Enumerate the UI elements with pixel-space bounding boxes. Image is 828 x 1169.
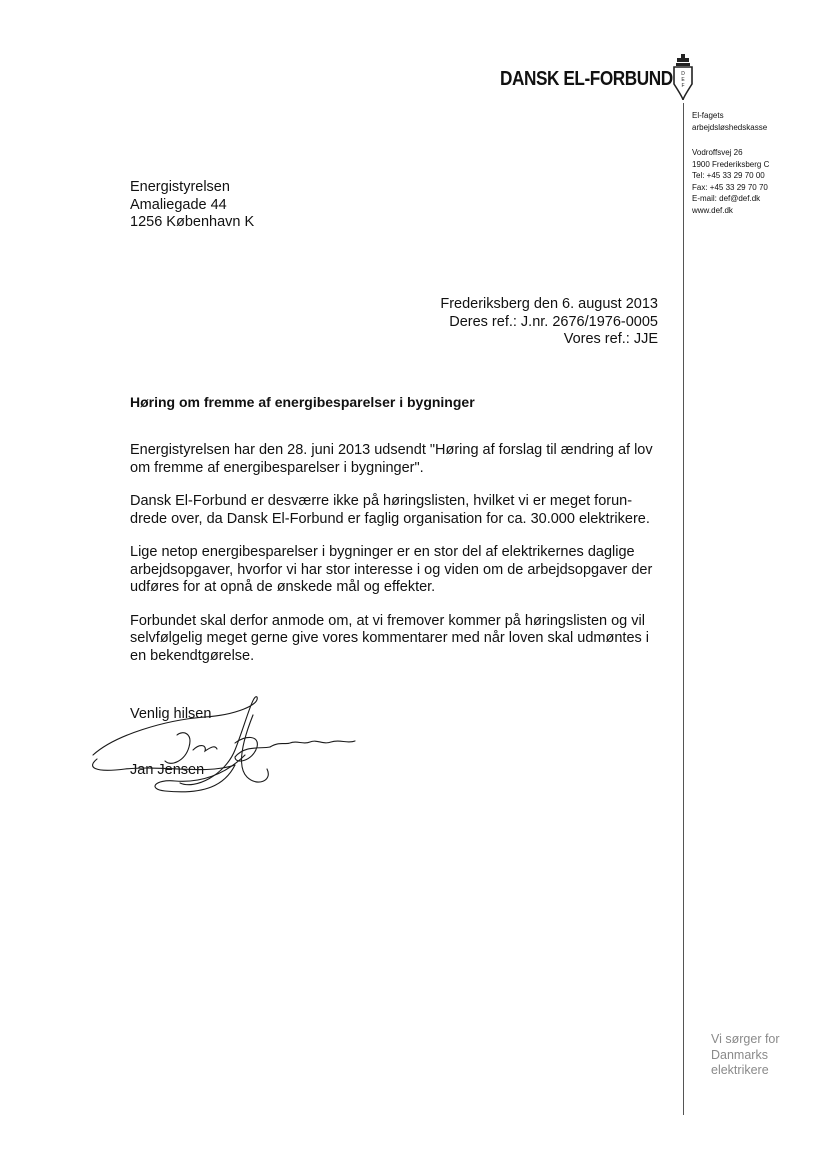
closing-greeting: Venlig hilsen — [130, 706, 212, 722]
paragraph-line: selvfølgelig meget gerne give vores kommentarer med når loven skal udmøntes i — [130, 630, 650, 646]
svg-text:D: D — [681, 71, 685, 77]
union-emblem-icon — [672, 54, 694, 102]
recipient-address — [130, 179, 254, 232]
paragraph-line: arbejdsopgaver, hvorfor vi har stor interesse i og viden om de arbejdsopgaver der — [130, 561, 653, 578]
sender-web: www.def.dk — [692, 205, 733, 215]
paragraph-line: Lige netop energibesparelser i bygninger er en stor del af elektrikernes daglige — [130, 544, 635, 560]
org-line-1: El-fagets — [692, 111, 724, 120]
paragraph-2 — [130, 493, 670, 528]
paragraph-3 — [130, 544, 670, 597]
recipient-street: Amaliegade 44 — [130, 196, 227, 213]
sender-email: E-mail: def@def.dk — [692, 194, 761, 203]
org-line-2: arbejdsløshedskasse — [692, 122, 768, 132]
sender-street: Vodroffsvej 26 — [692, 148, 743, 157]
date-reference-block — [440, 296, 658, 349]
svg-text:F: F — [681, 83, 685, 89]
logo-text: DANSK EL-FORBUND — [500, 68, 673, 90]
slogan — [711, 1032, 780, 1079]
recipient-name: Energistyrelsen — [130, 179, 230, 195]
our-reference: Vores ref.: JJE — [563, 331, 658, 347]
sender-city: 1900 Frederiksberg C — [692, 159, 770, 169]
paragraph-line: om fremme af energibesparelser i bygninger". — [130, 459, 424, 476]
svg-text:E: E — [681, 77, 685, 83]
paragraph-line: Dansk El-Forbund er desværre ikke på høringslisten, hvilket vi er meget forun- — [130, 493, 633, 509]
paragraph-4 — [130, 613, 670, 666]
paragraph-line: Forbundet skal derfor anmode om, at vi fremover kommer på høringslisten og vil — [130, 612, 645, 629]
recipient-city: 1256 København K — [130, 214, 255, 230]
paragraph-1 — [130, 442, 670, 477]
their-reference: Deres ref.: J.nr. 2676/1976-0005 — [449, 313, 658, 330]
slogan-line: Vi sørger for — [711, 1032, 780, 1046]
letter-body — [130, 442, 670, 681]
sender-contact-block — [692, 110, 769, 216]
sidebar-divider — [683, 103, 684, 1115]
signer-name: Jan Jensen — [130, 762, 205, 778]
handwritten-signature — [85, 695, 375, 805]
letter-subject: Høring om fremme af energibesparelser i bygninger — [130, 394, 475, 410]
sender-phone: Tel: +45 33 29 70 00 — [692, 171, 765, 180]
slogan-line: Danmarks — [711, 1047, 768, 1062]
slogan-line: elektrikere — [711, 1063, 769, 1077]
paragraph-line: Energistyrelsen har den 28. juni 2013 udsendt "Høring af forslag til ændring af lov — [130, 442, 653, 458]
place-date: Frederiksberg den 6. august 2013 — [440, 296, 658, 312]
paragraph-line: udføres for at opnå de ønskede mål og effekter. — [130, 579, 436, 595]
sender-fax: Fax: +45 33 29 70 70 — [692, 182, 768, 192]
paragraph-line: drede over, da Dansk El-Forbund er faglig organisation for ca. 30.000 elektrikere. — [130, 510, 650, 527]
paragraph-line: en bekendtgørelse. — [130, 647, 255, 664]
